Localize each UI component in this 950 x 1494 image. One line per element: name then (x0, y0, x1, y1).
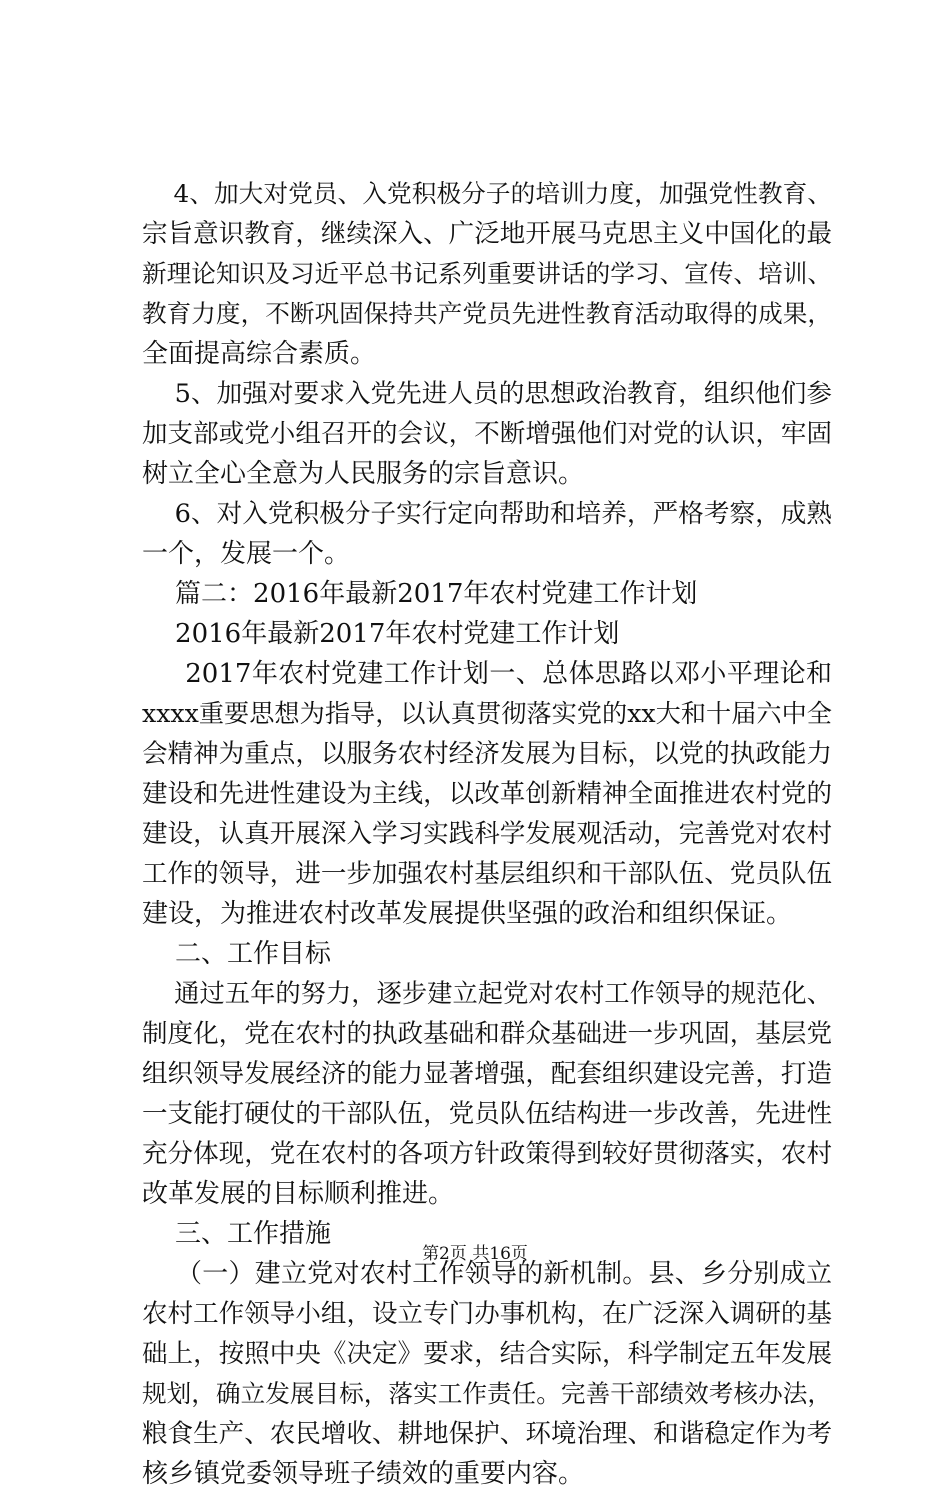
text-line: 三、工作措施 (142, 1219, 332, 1249)
text-line: 篇二：2016年最新2017年农村党建工作计划 (142, 579, 698, 609)
text-line: 一个，发展一个。 (142, 539, 351, 569)
text-line: 规划，确立发展目标，落实工作责任。完善干部绩效考核办法， (142, 1379, 832, 1408)
text-line: 新理论知识及习近平总书记系列重要讲话的学习、宣传、培训、 (142, 259, 832, 288)
text-line: 础上，按照中央《决定》要求，结合实际，科学制定五年发展 (142, 1339, 832, 1369)
text-line: 宗旨意识教育，继续深入、广泛地开展马克思主义中国化的最 (142, 219, 832, 249)
document-body (142, 174, 832, 1494)
text-line: 教育力度，不断巩固保持共产党员先进性教育活动取得的成果， (142, 299, 832, 328)
text-line: 组织领导发展经济的能力显著增强，配套组织建设完善，打造 (142, 1059, 832, 1089)
text-line: 一支能打硬仗的干部队伍，党员队伍结构进一步改善，先进性 (142, 1099, 832, 1129)
text-line: 建设，认真开展深入学习实践科学发展观活动，完善党对农村 (142, 819, 832, 849)
text-line: 树立全心全意为人民服务的宗旨意识。 (142, 459, 585, 489)
page-number-footer: 第2页 共16页 (422, 1244, 528, 1264)
text-line: 建设，为推进农村改革发展提供坚强的政治和组织保证。 (142, 899, 793, 929)
text-line: 通过五年的努力，逐步建立起党对农村工作领导的规范化、 (142, 979, 832, 1008)
text-line: 全面提高综合素质。 (142, 339, 377, 369)
text-line: 制度化，党在农村的执政基础和群众基础进一步巩固，基层党 (142, 1019, 832, 1049)
text-line: xxxx重要思想为指导，以认真贯彻落实党的xx大和十届六中全 (142, 699, 832, 728)
text-line: 粮食生产、农民增收、耕地保护、环境治理、和谐稳定作为考 (142, 1419, 832, 1449)
text-line: 农村工作领导小组，设立专门办事机构，在广泛深入调研的基 (142, 1299, 832, 1329)
text-line: 加支部或党小组召开的会议，不断增强他们对党的认识，牢固 (142, 419, 832, 449)
text-line: 6、对入党积极分子实行定向帮助和培养，严格考察，成熟 (142, 499, 832, 529)
text-line: 2016年最新2017年农村党建工作计划 (142, 619, 620, 649)
text-line: 5、加强对要求入党先进人员的思想政治教育，组织他们参 (142, 379, 832, 409)
text-line: 会精神为重点，以服务农村经济发展为目标，以党的执政能力 (142, 739, 832, 769)
text-line: （一）建立党对农村工作领导的新机制。县、乡分别成立 (142, 1259, 832, 1289)
text-line: 4、加大对党员、入党积极分子的培训力度，加强党性教育、 (142, 179, 832, 208)
text-line: 改革发展的目标顺利推进。 (142, 1179, 455, 1209)
text-line: 核乡镇党委领导班子绩效的重要内容。 (142, 1459, 585, 1489)
text-line: 二、工作目标 (142, 939, 332, 969)
text-line: 2017年农村党建工作计划一、总体思路以邓小平理论和 (142, 659, 832, 689)
text-line: 工作的领导，进一步加强农村基层组织和干部队伍、党员队伍 (142, 859, 832, 889)
text-line: 建设和先进性建设为主线，以改革创新精神全面推进农村党的 (142, 779, 832, 809)
text-line: 充分体现，党在农村的各项方针政策得到较好贯彻落实，农村 (142, 1139, 832, 1169)
